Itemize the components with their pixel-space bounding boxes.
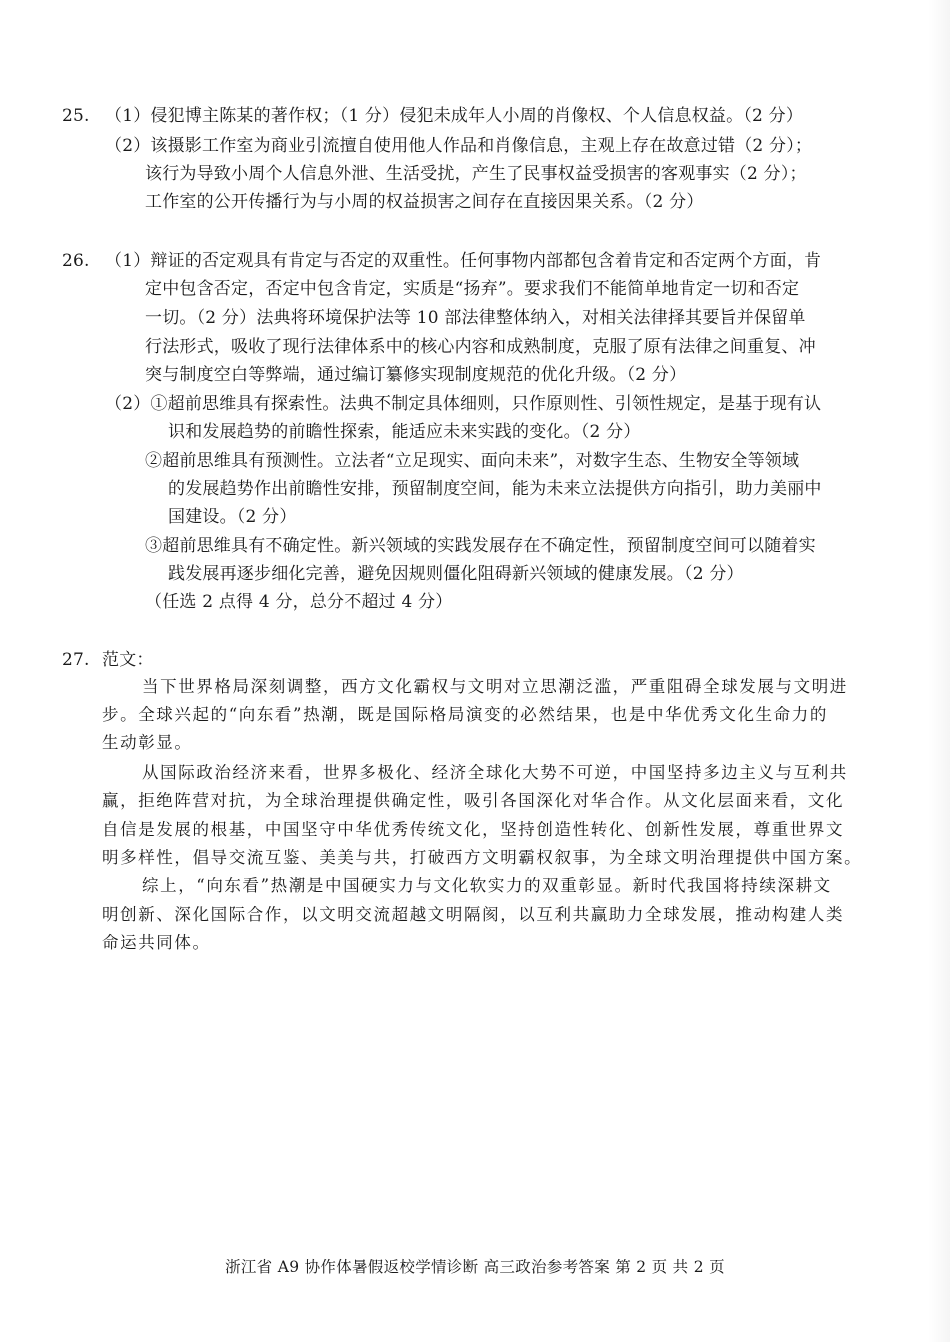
q25-line-3: 该行为导致小周个人信息外泄、生活受扰，产生了民事权益受损害的客观事实（2 分）； bbox=[145, 164, 807, 184]
q26-line-9: 的发展趋势作出前瞻性安排，预留制度空间，能为未来立法提供方向指引，助力美丽中 bbox=[168, 479, 822, 499]
scan-edge-shade bbox=[928, 0, 950, 1342]
q25-line-1: （1）侵犯博主陈某的著作权；（1 分）侵犯未成年人小周的肖像权、个人信息权益。（2 分） bbox=[105, 106, 804, 126]
q27-essay-line-1: 当下世界格局深刻调整，西方文化霸权与文明对立思潮泛滥，严重阻碍全球发展与文明进 bbox=[142, 677, 848, 696]
q26-line-7: 识和发展趋势的前瞻性探索，能适应未来实践的变化。（2 分） bbox=[168, 422, 641, 442]
q26-line-1: （1）辩证的否定观具有肯定与否定的双重性。任何事物内部都包含着肯定和否定两个方面，肯 bbox=[105, 251, 822, 271]
q26-line-2: 定中包含否定，否定中包含肯定，实质是“扬弃”。要求我们不能简单地肯定一切和否定 bbox=[145, 279, 800, 299]
q27-essay-line-3: 生动彰显。 bbox=[102, 733, 193, 752]
q27-number: 27. bbox=[62, 650, 90, 670]
q26-number: 26. bbox=[62, 251, 90, 271]
q27-label: 范文： bbox=[102, 650, 154, 670]
q27-essay-line-6: 自信是发展的根基，中国坚守中华优秀传统文化，坚持创造性转化、创新性发展，尊重世界文 bbox=[102, 820, 845, 839]
q27-essay-line-10: 命运共同体。 bbox=[102, 933, 211, 952]
q25-line-2: （2）该摄影工作室为商业引流擅自使用他人作品和肖像信息，主观上存在故意过错（2 分）； bbox=[105, 136, 813, 156]
q27-essay-line-2: 步。全球兴起的“向东看”热潮，既是国际格局演变的必然结果，也是中华优秀文化生命力的 bbox=[102, 705, 828, 724]
q27-essay-line-8: 综上，“向东看”热潮是中国硬实力与文化软实力的双重彰显。新时代我国将持续深耕文 bbox=[142, 876, 832, 895]
q25-number: 25. bbox=[62, 106, 90, 126]
q25-line-4: 工作室的公开传播行为与小周的权益损害之间存在直接因果关系。（2 分） bbox=[145, 192, 704, 212]
q27-essay-line-7: 明多样性，倡导交流互鉴、美美与共，打破西方文明霸权叙事，为全球文明治理提供中国方案。 bbox=[102, 848, 863, 867]
q26-line-3: 一切。（2 分）法典将环境保护法等 10 部法律整体纳入，对相关法律择其要旨并保留单 bbox=[145, 308, 806, 328]
q26-line-6: （2）①超前思维具有探索性。法典不制定具体细则，只作原则性、引领性规定，是基于现有认 bbox=[105, 394, 822, 414]
q26-line-8: ②超前思维具有预测性。立法者“立足现实、面向未来”，对数字生态、生物安全等领域 bbox=[145, 451, 800, 471]
page-footer: 浙江省 A9 协作体暑假返校学情诊断 高三政治参考答案 第 2 页 共 2 页 bbox=[225, 1258, 725, 1276]
q26-line-11: ③超前思维具有不确定性。新兴领域的实践发展存在不确定性，预留制度空间可以随着实 bbox=[145, 536, 816, 556]
q27-essay-line-4: 从国际政治经济来看，世界多极化、经济全球化大势不可逆，中国坚持多边主义与互利共 bbox=[142, 763, 848, 782]
q26-line-10: 国建设。（2 分） bbox=[168, 507, 297, 527]
q26-line-4: 行法形式，吸收了现行法律体系中的核心内容和成熟制度，克服了原有法律之间重复、冲 bbox=[145, 337, 816, 357]
q27-essay-line-5: 赢，拒绝阵营对抗，为全球治理提供确定性，吸引各国深化对华合作。从文化层面来看，文化 bbox=[102, 791, 845, 810]
q26-note: （任选 2 点得 4 分，总分不超过 4 分） bbox=[145, 592, 453, 612]
q27-essay-line-9: 明创新、深化国际合作，以文明交流超越文明隔阂，以互利共赢助力全球发展，推动构建人类 bbox=[102, 905, 845, 924]
q26-line-12: 践发展再逐步细化完善，避免因规则僵化阻碍新兴领域的健康发展。（2 分） bbox=[168, 564, 744, 584]
q26-line-5: 突与制度空白等弊端，通过编订纂修实现制度规范的优化升级。（2 分） bbox=[145, 365, 687, 385]
